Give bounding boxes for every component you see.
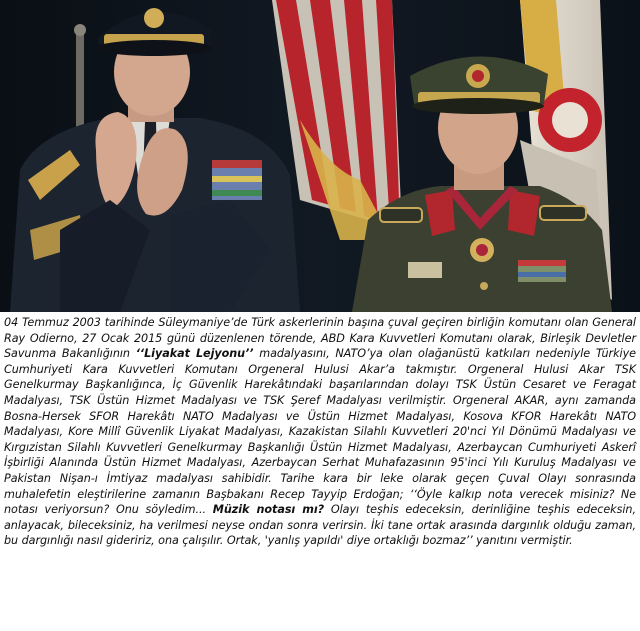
caption-part-2: madalyasını, NATO’ya olan olağanüstü katkıları nedeniyle Türkiye Cumhuriyeti Kara Kuvvetleri Komutanı Orgeneral Hulusi Akar’a takmıştır. Orgeneral Hulusi Akar TSK Genelkurmay Başkanlığınca, İç Güvenlik Harekâtındaki başarılarından dolayı TSK Üstün Cesaret ve Feragat Madalyası, TSK Üstün Hizmet Madalyası ve TSK Şeref Madalyası verilmiştir. Orgeneral AKAR, aynı zamanda Bosna-Hersek SFOR Harekâtı NATO Madalyası ve Üstün Hizmet Madalyası, Kosova KFOR Harekâtı NATO Madalyası, Kore Millî Güvenlik Liyakat Madalyası, Kazakistan Silahlı Kuvvetleri 20'nci Yıl Dönümü Madalyası ve Kırgızistan Silahlı Kuvvetleri Genelkurmay Başkanlığı Üstün Hizmet Madalyası, Azerbaycan Cumhuriyeti Askerî İşbirliği Alanında Üstün Hizmet Madalyası, Azerbaycan Serhat Muhafazasının 95'inci Yılı Kuruluş Madalyası ve Pakistan Nişan-ı İmtiyaz madalyası sahibidir. Tarihe kara bir leke olarak geçen Çuval Olayı sonrasında muhalefetin eleştirilerine zamanın Başbakanı Recep Tayyip Erdoğan; ‘‘Öyle kalkıp nota verecek misiniz? Ne notası veriyorsun? Onu söyledim... [4,347,636,517]
medal-name: ‘‘Liyakat Lejyonu’’ [135,347,254,361]
caption-part-1: 04 Temmuz 2003 tarihinde Süleymaniye’de Türk askerlerinin başına çuval geçiren birliğin komutanı olan General Ray Odierno, 27 Ocak 2015 günü düzenlenen törende, ABD Kara Kuvvetleri Komutanı olarak, Birleşik Devletler Savunma Bakanlığının [4,316,636,361]
photo-caption [4,315,636,549]
caption-part-3: Olayı teşhis edeceksin, derinliğine teşhis edeceksin, anlayacak, bileceksiniz, ha verilmesi neyse ondan sonra verirsin. İki tane ortak arasında dargınlık olduğu zaman, bu dargınlığı nasıl gideririz, ona çalışılır. Ortak, 'yanlış yapıldı' diye ortaklığı bozmaz’’ yanıtını vermiştir. [4,503,636,548]
ceremony-photo [0,0,640,312]
music-note-quote: Müzik notası mı? [212,503,325,517]
